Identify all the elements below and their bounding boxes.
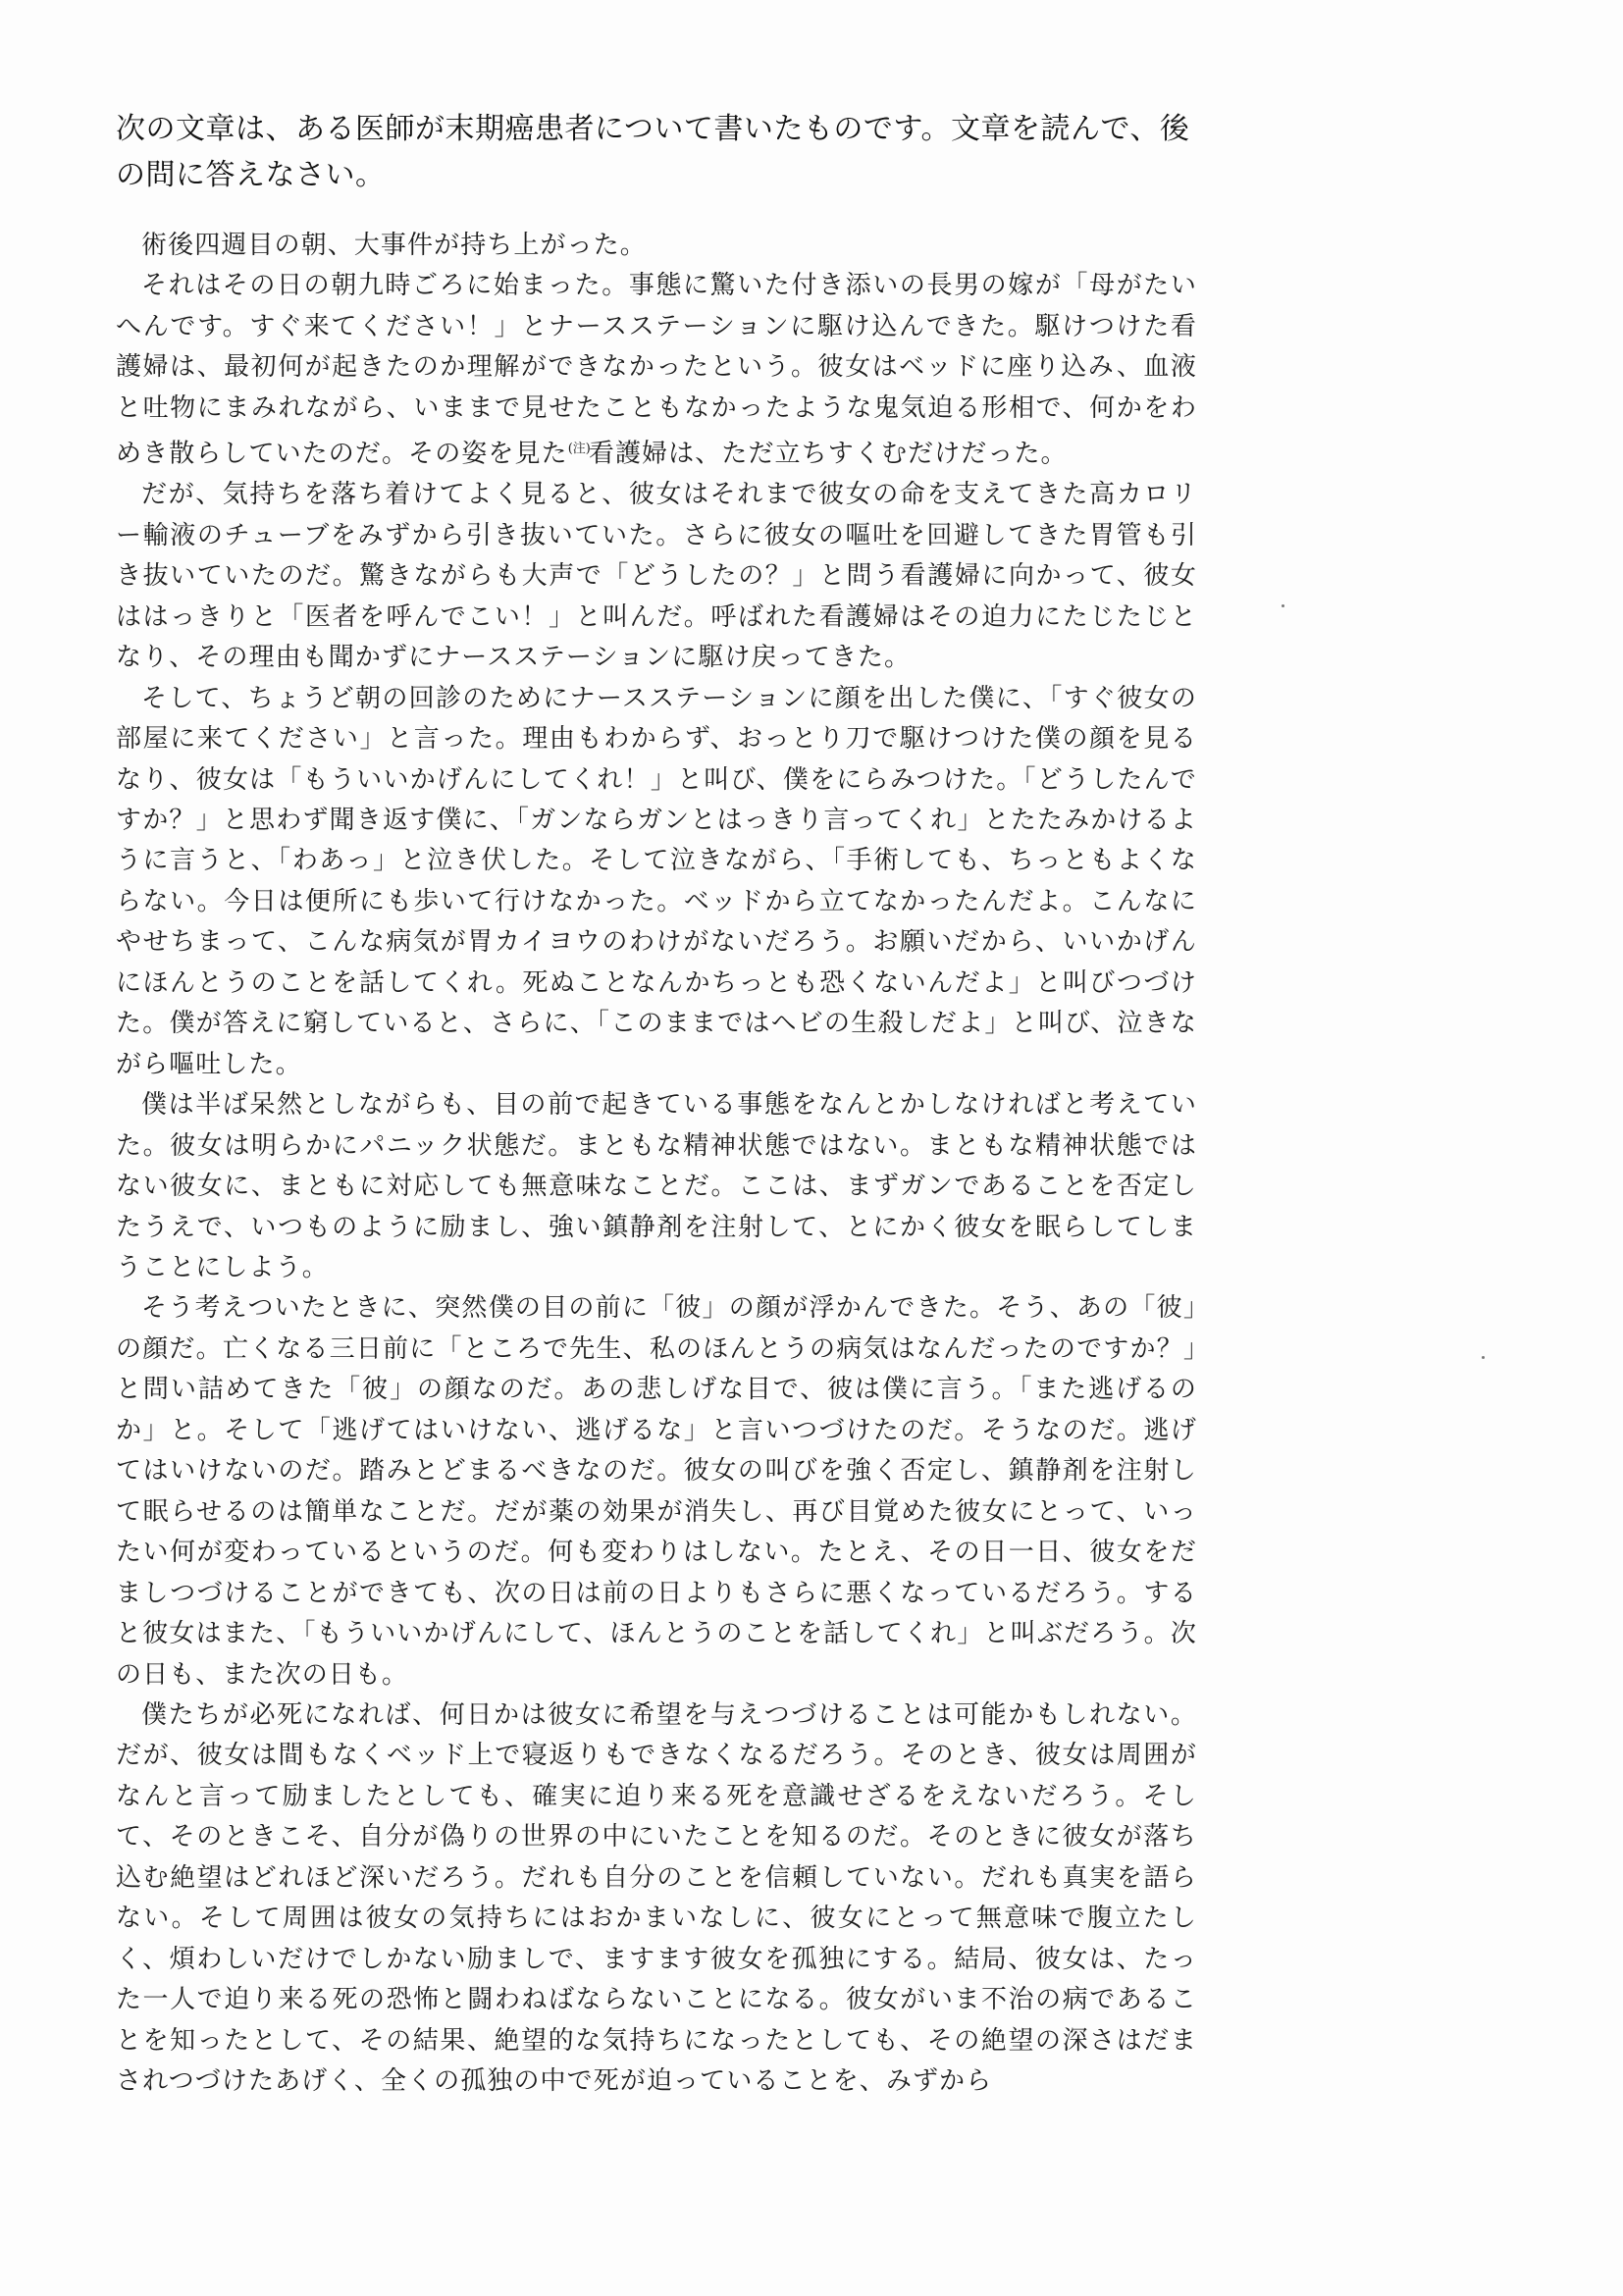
paragraph-1: 術後四週目の朝、大事件が持ち上がった。 (141, 231, 647, 260)
paragraph-2-tail: 看護婦は、ただ立ちすくむだけだった。 (588, 439, 1068, 469)
paragraph-5: 僕は半ば呆然としながらも、目の前で起きている事態をなんとかしなければと考えていた。彼女は明らかにパニック状態だ。まともな精神状態ではない。まともな精神状態ではない彼女に、まともに対応しても無意味なことだ。ここは、まずガンであることを否定したうえで、いつものように励まし、強い鎮静剤を注射して、とにかく彼女を眠らしてしまうことにしよう。 (116, 1090, 1197, 1282)
scan-speck (1482, 1356, 1485, 1359)
paragraph-6: そう考えついたときに、突然僕の目の前に「彼」の顔が浮かんできた。そう、あの「彼」の顔だ。亡くなる三日前に「ところで先生、私のほんとうの病気はなんだったのですか？」と問い詰めてきた「彼」の顔なのだ。あの悲しげな目で、彼は僕に言う。「また逃げるのか」と。そして「逃げてはいけない、逃げるな」と言いつづけたのだ。そうなのだ。逃げてはいけないのだ。踏みとどまるべきなのだ。彼女の叫びを強く否定し、鎮静剤を注射して眠らせるのは簡単なことだ。だが薬の効果が消失し、再び目覚めた彼女にとって、いったい何が変わっているというのだ。何も変わりはしない。たとえ、その日一日、彼女をだましつづけることができても、次の日は前の日よりもさらに悪くなっているだろう。すると彼女はまた、「もういいかげんにして、ほんとうのことを話してくれ」と叫ぶだろう。次の日も、また次の日も。 (116, 1293, 1197, 1690)
paragraph-2-text: それはその日の朝九時ごろに始まった。事態に驚いた付き添いの長男の嫁が「母がたいへんです。すぐ来てください！」とナースステーションに駆け込んできた。駆けつけた看護婦は、最初何が起きたのか理解ができなかったという。彼女はベッドに座り込み、血液と吐物にまみれながら、いままで見せたこともなかったような鬼気迫る形相で、何かをわめき散らしていたのだ。その姿を見た (116, 271, 1197, 469)
paragraph-4: そして、ちょうど朝の回診のためにナースステーションに顔を出した僕に、「すぐ彼女の部屋に来てください」と言った。理由もわからず、おっとり刀で駆けつけた僕の顔を見るなり、彼女は「もういいかげんにしてくれ！」と叫び、僕をにらみつけた。「どうしたんですか？」と思わず聞き返す僕に、「ガンならガンとはっきり言ってくれ」とたたみかけるように言うと、「わあっ」と泣き伏した。そして泣きながら、「手術しても、ちっともよくならない。今日は便所にも歩いて行けなかった。ベッドから立てなかったんだよ。こんなにやせちまって、こんな病気が胃カイヨウのわけがないだろう。お願いだから、いいかげんにほんとうのことを話してくれ。死ぬことなんかちっとも恐くないんだよ」と叫びつづけた。僕が答えに窮していると、さらに、「このままではヘビの生殺しだよ」と叫び、泣きながら嘔吐した。 (116, 683, 1197, 1079)
paragraph-3: だが、気持ちを落ち着けてよく見ると、彼女はそれまで彼女の命を支えてきた高カロリー輸液のチューブをみずから引き抜いていた。さらに彼女の嘔吐を回避してきた胃管も引き抜いていたのだ。驚きながらも大声で「どうしたの？」と問う看護婦に向かって、彼女ははっきりと「医者を呼んでこい！」と叫んだ。呼ばれた看護婦はその迫力にたじたじとなり、その理由も聞かずにナースステーションに駆け戻ってきた。 (116, 480, 1197, 673)
question-instruction: 次の文章は、ある医師が末期癌患者について書いたものです。文章を読んで、後の問に答えなさい。 (116, 112, 1190, 192)
scan-speck (1282, 604, 1284, 607)
paragraph-2 (116, 266, 1197, 475)
passage-text (116, 226, 1197, 2103)
footnote-marker: (注) (567, 442, 591, 457)
paragraph-7: 僕たちが必死になれば、何日かは彼女に希望を与えつづけることは可能かもしれない。だが、彼女は間もなくベッド上で寝返りもできなくなるだろう。そのとき、彼女は周囲がなんと言って励ましたとしても、確実に迫り来る死を意識せざるをえないだろう。そして、そのときこそ、自分が偽りの世界の中にいたことを知るのだ。そのときに彼女が落ち込む絶望はどれほど深いだろう。だれも自分のことを信頼していない。だれも真実を語らない。そして周囲は彼女の気持ちにはおかまいなしに、彼女にとって無意味で腹立たしく、煩わしいだけでしかない励ましで、ますます彼女を孤独にする。結局、彼女は、たった一人で迫り来る死の恐怖と闘わねばならないことになる。彼女がいま不治の病であることを知ったとして、その結果、絶望的な気持ちになったとしても、その絶望の深さはだまされつづけたあげく、全くの孤独の中で死が迫っていることを、みずから (116, 1699, 1197, 2097)
